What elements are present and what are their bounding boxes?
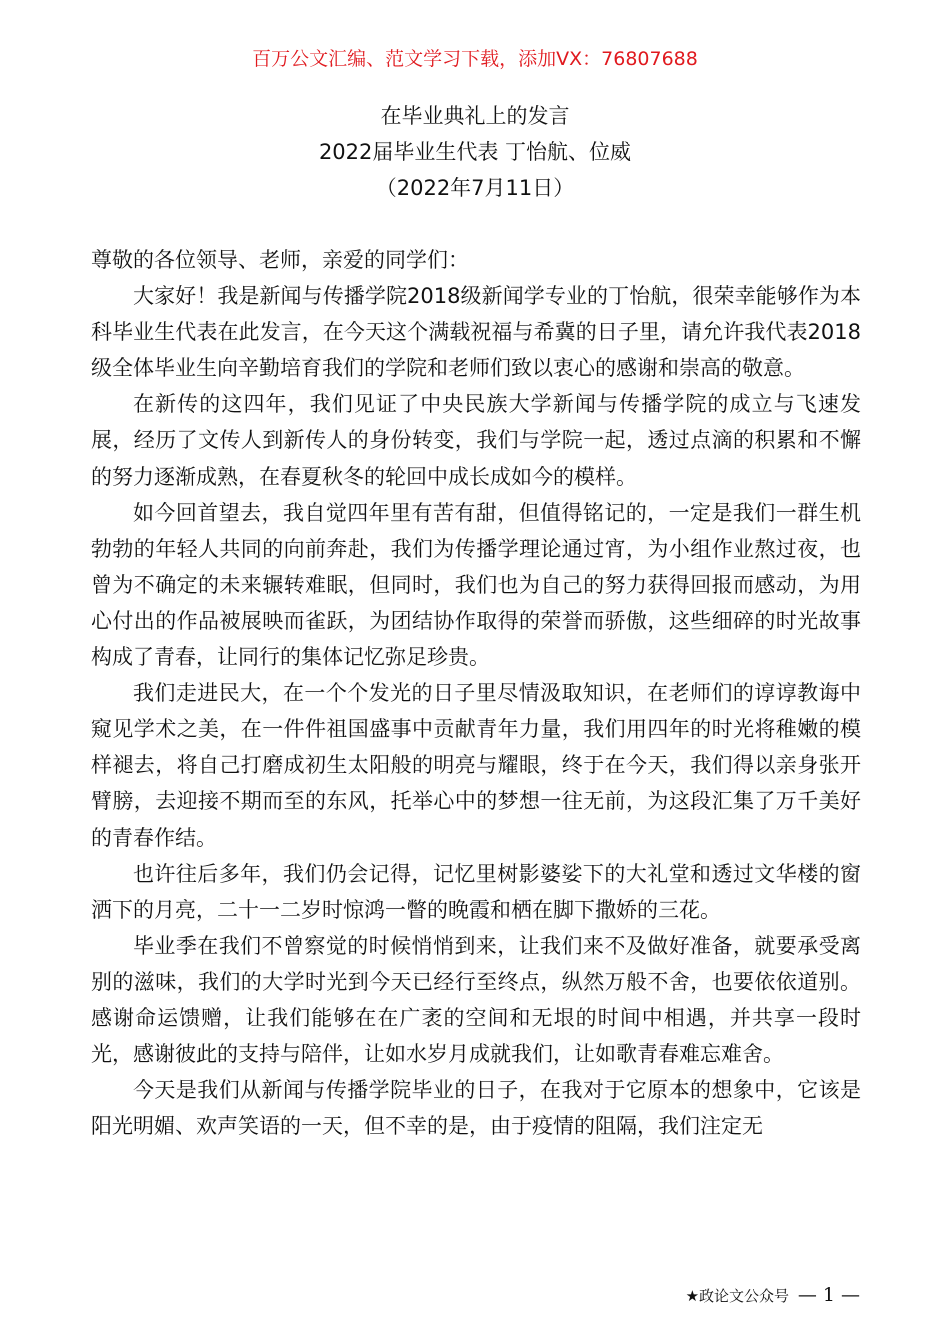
speech-title: 在毕业典礼上的发言 [380,104,570,128]
paragraph-1: 大家好！我是新闻与传播学院2018级新闻学专业的丁怡航，很荣幸能够作为本科毕业生代表在此发言，在今天这个满载祝福与希冀的日子里，请允许我代表2018级全体毕业生向辛勤培育我们的学院和老师们致以衷心的感谢和崇高的敬意。 [91,284,861,381]
speech-body [91,242,861,1144]
paragraph-2: 在新传的这四年，我们见证了中央民族大学新闻与传播学院的成立与飞速发展，经历了文传人到新传人的身份转变，我们与学院一起，透过点滴的积累和不懈的努力逐渐成熟，在春夏秋冬的轮回中成长成如今的模样。 [91,392,861,489]
paragraph-5: 也许往后多年，我们仍会记得，记忆里树影婆娑下的大礼堂和透过文华楼的窗洒下的月亮，二十一二岁时惊鸿一瞥的晚霞和栖在脚下撒娇的三花。 [91,861,861,922]
paragraph-7: 今天是我们从新闻与传播学院毕业的日子，在我对于它原本的想象中，它该是阳光明媚、欢声笑语的一天，但不幸的是，由于疫情的阻隔，我们注定无 [91,1078,861,1139]
speaker-line: 2022届毕业生代表 丁怡航、位威 [318,140,632,164]
page-footer [600,1282,860,1309]
footer-source: ★政论文公众号 [685,1287,790,1305]
page-number: — 1 — [797,1284,860,1306]
speech-date: （2022年7月11日） [375,176,575,200]
speech-title-block [0,98,950,206]
paragraph-3: 如今回首望去，我自觉四年里有苦有甜，但值得铭记的，一定是我们一群生机勃勃的年轻人共同的向前奔赴，我们为传播学理论通过宵，为小组作业熬过夜，也曾为不确定的未来辗转难眠，但同时，我们也为自己的努力获得回报而感动，为用心付出的作品被展映而雀跃，为团结协作取得的荣誉而骄傲，这些细碎的时光故事构成了青春，让同行的集体记忆弥足珍贵。 [91,500,861,670]
header-banner: 百万公文汇编、范文学习下载，添加VX：76807688 [252,48,698,70]
salutation: 尊敬的各位领导、老师，亲爱的同学们： [91,248,469,272]
paragraph-4: 我们走进民大，在一个个发光的日子里尽情汲取知识，在老师们的谆谆教诲中窥见学术之美，在一件件祖国盛事中贡献青年力量，我们用四年的时光将稚嫩的模样褪去，将自己打磨成初生太阳般的明亮与耀眼，终于在今天，我们得以亲身张开臂膀，去迎接不期而至的东风，托举心中的梦想一往无前，为这段汇集了万千美好的青春作结。 [91,681,861,850]
paragraph-6: 毕业季在我们不曾察觉的时候悄悄到来，让我们来不及做好准备，就要承受离别的滋味，我们的大学时光到今天已经行至终点，纵然万般不舍，也要依依道别。感谢命运馈赠，让我们能够在在广袤的空间和无垠的时间中相遇，并共享一段时光，感谢彼此的支持与陪伴，让如水岁月成就我们，让如歌青春难忘难舍。 [91,933,861,1067]
